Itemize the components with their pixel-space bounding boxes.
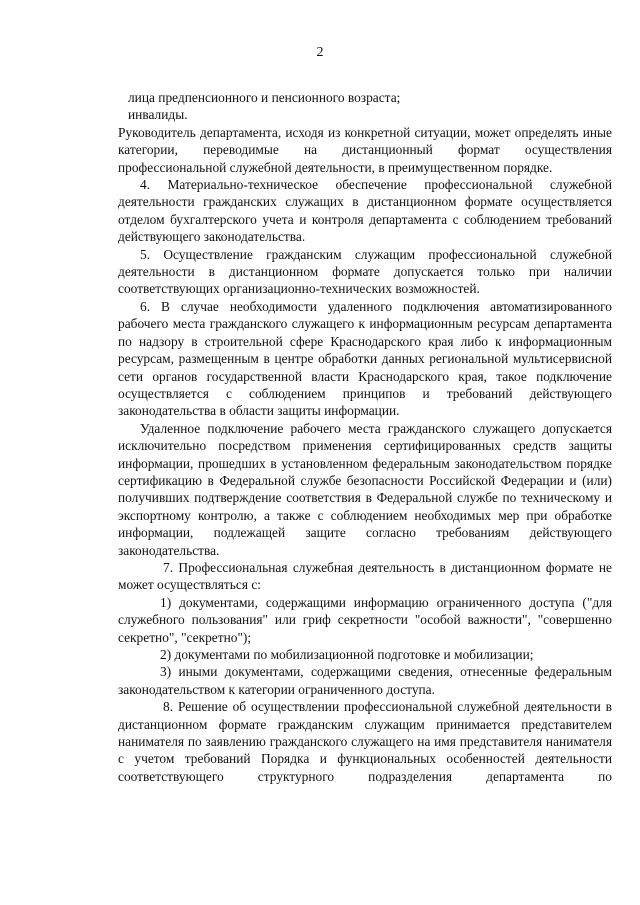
paragraph-item-5: 5. Осуществление гражданским служащим профессиональной служебной деятельности в дистанционном формате допускается только при наличии соответствующих организационно-технических возможностей.	[118, 246, 612, 297]
list-item-2: 2) документами по мобилизационной подготовке и мобилизации;	[160, 647, 534, 662]
paragraph-head-of-department: Руководитель департамента, исходя из конкретной ситуации, может определять иные категории, переводимые на дистанционный формат осуществления профессиональной служебной деятельности, в преимущественном порядке.	[118, 124, 612, 175]
paragraph-remote-connection: Удаленное подключение рабочего места гражданского служащего допускается исключительно посредством применения сертифицированных средств защиты информации, прошедших в установленном федеральным законодательством порядке сертификацию в Федеральной службе безопасности Российской Федерации и (или) получивших подтверждение соответствия в Федеральной службе по техническому и экспортному контролю, а также с соблюдением необходимых мер при обработке информации, подлежащей защите согласно требованиям действующего законодательства.	[118, 420, 612, 558]
paragraph-disabled-category: инвалиды.	[128, 107, 188, 123]
paragraph-item-6: 6. В случае необходимости удаленного подключения автоматизированного рабочего места гражданского служащего к информационным ресурсам департамента по надзору в строительной сфере Краснодарского края либо к информационным ресурсам, размещенным в центре обработки данных региональной мультисервисной сети органов государственной власти Краснодарского края, такое подключение осуществляется с соблюдением принципов и требований действующего законодательства в области защиты информации.	[118, 298, 612, 419]
paragraph-item-7: 7. Профессиональная служебная деятельность в дистанционном формате не может осуществляться с:	[118, 559, 612, 593]
paragraph-item-8: 8. Решение об осуществлении профессиональной служебной деятельности в дистанционном формате гражданским служащим принимается представителем нанимателя по заявлению гражданского служащего на имя представителя нанимателя с учетом требований Порядка и функциональных особенностей деятельности соответствующего структурного подразделения департамента по	[118, 699, 612, 784]
paragraph-item-4: 4. Материально-техническое обеспечение профессиональной служебной деятельности гражданских служащих в дистанционном формате осуществляется отделом бухгалтерского учета и контроля департамента с соблюдением требований действующего законодательства.	[118, 177, 612, 245]
list-item-1: 1) документами, содержащими информацию ограниченного доступа ("для служебного пользования" или гриф секретности "особой важности", "совершенно секретно", "секретно");	[118, 594, 612, 645]
list-item-3: 3) иными документами, содержащими сведения, отнесенные федеральным законодательством к категории ограниченного доступа.	[118, 664, 612, 697]
page-number: 2	[316, 45, 324, 60]
document-body	[118, 89, 612, 785]
paragraph-pre-pension-category: лица предпенсионного и пенсионного возраста;	[128, 90, 401, 105]
